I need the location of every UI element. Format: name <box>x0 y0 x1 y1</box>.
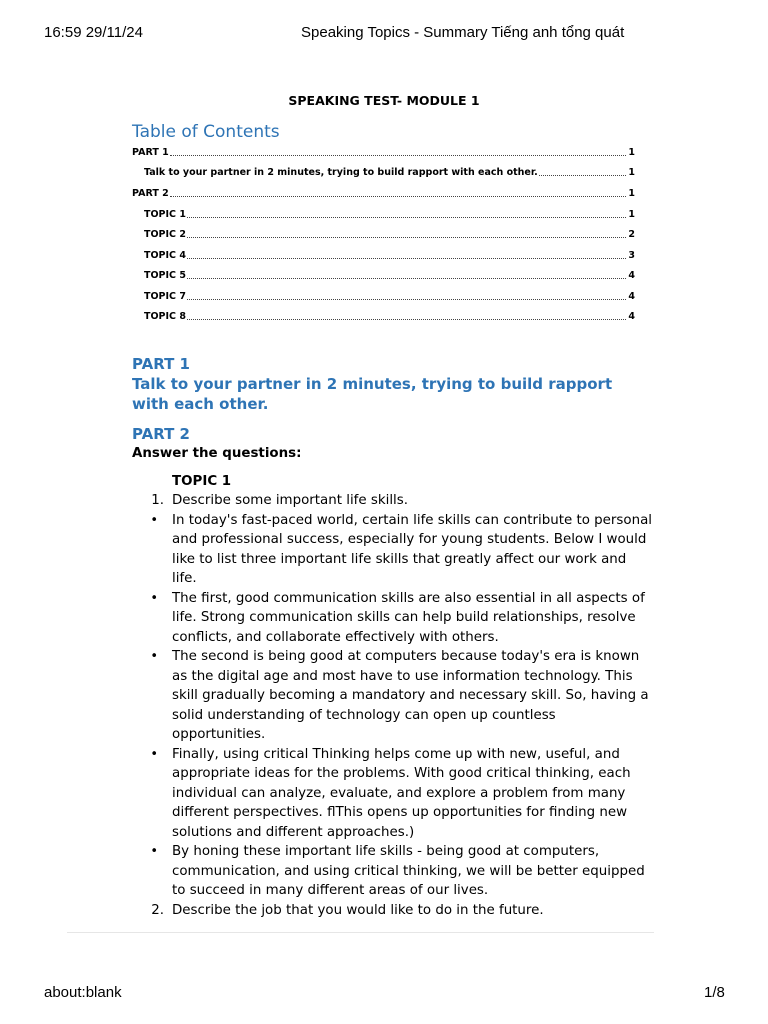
list-number: 1. <box>151 493 164 508</box>
toc-entry[interactable] <box>144 165 635 179</box>
list-item <box>132 745 652 843</box>
list-number: 2. <box>151 902 164 918</box>
bullet-icon: • <box>150 512 158 528</box>
toc-entry[interactable] <box>144 227 635 241</box>
toc-leader <box>170 155 627 156</box>
toc-entry[interactable] <box>144 207 635 221</box>
bullet-icon: • <box>150 844 158 859</box>
list-item <box>132 511 652 589</box>
toc-entry-page: 3 <box>628 250 635 261</box>
toc-heading: Table of Contents <box>132 122 280 142</box>
list-item-text: Finally, using critical Thinking helps come up with new, useful, and appropriate ideas for the problems. With good critical thinking, each individual can analyze, evaluate, and explore a problem from many different perspectives. ﬂThis opens up opportunities for finding new solutions and different approaches.) <box>172 746 631 840</box>
toc-entry-page: 4 <box>628 291 635 302</box>
toc-entry-label: Talk to your partner in 2 minutes, trying to build rapport with each other. <box>144 167 538 178</box>
list-item-text: In today's fast-paced world, certain life skills can contribute to personal and professional success, especially for young students. Below I would like to list three important life skills that greatly affect our work and life. <box>172 512 652 586</box>
toc-entry-page: 4 <box>628 270 635 281</box>
print-datetime: 16:59 29/11/24 <box>44 24 143 41</box>
list-item-text: The second is being good at computers because today's era is known as the digital age and most have to use information technology. This skill gradually becoming a mandatory and necessary skill. So, having a solid understanding of technology can open up countless opportunities. <box>172 649 649 742</box>
list-item <box>132 589 652 648</box>
list-item <box>132 647 652 745</box>
toc-entry-label: TOPIC 1 <box>144 209 186 220</box>
part2-heading: PART 2 <box>132 425 190 443</box>
bullet-icon: • <box>150 649 158 664</box>
toc-leader <box>187 217 626 218</box>
list-item <box>132 901 652 921</box>
toc-leader <box>187 299 626 300</box>
topic-label: TOPIC 1 <box>172 474 232 489</box>
print-page-title: Speaking Topics - Summary Tiếng anh tổng quát <box>301 24 625 41</box>
toc-entry-label: TOPIC 8 <box>144 311 186 322</box>
part2-intro: Answer the questions: <box>132 446 302 461</box>
list-item <box>132 842 652 901</box>
list-item <box>132 491 652 511</box>
toc-entry-label: TOPIC 4 <box>144 250 186 261</box>
toc-leader <box>187 319 626 320</box>
document-title: SPEAKING TEST- MODULE 1 <box>288 93 480 108</box>
toc-leader <box>539 175 627 176</box>
toc-entry[interactable] <box>132 186 635 200</box>
part1-heading: PART 1 <box>132 355 190 373</box>
toc-entry[interactable] <box>144 309 635 323</box>
bullet-icon: • <box>150 590 158 606</box>
toc-entry-label: TOPIC 7 <box>144 291 186 302</box>
toc-entry-page: 1 <box>628 147 635 158</box>
toc-entry-page: 1 <box>628 209 635 220</box>
toc-entry[interactable] <box>144 289 635 303</box>
toc-leader <box>187 258 626 259</box>
toc-leader <box>170 196 627 197</box>
toc-entry[interactable] <box>144 268 635 282</box>
list-item-text: By honing these important life skills - being good at computers, communication, and using critical thinking, we will be better equipped to succeed in many different areas of our lives. <box>172 844 645 898</box>
toc-leader <box>187 237 626 238</box>
toc-entry-label: TOPIC 5 <box>144 270 186 281</box>
toc-entry-page: 1 <box>628 167 635 178</box>
print-page-indicator: 1/8 <box>704 984 725 1001</box>
toc-entry-page: 4 <box>628 311 635 322</box>
part1-subheading: Talk to your partner in 2 minutes, trying to build rapport with each other. <box>132 375 613 413</box>
list-item-text: Describe the job that you would like to do in the future. <box>172 902 544 918</box>
toc-entry-label: PART 1 <box>132 147 169 158</box>
toc-entry-label: PART 2 <box>132 188 169 199</box>
bullet-icon: • <box>150 746 158 762</box>
page-divider <box>67 932 654 933</box>
print-url: about:blank <box>44 984 122 1001</box>
topic-1-list <box>132 491 652 920</box>
toc-entry-page: 1 <box>628 188 635 199</box>
toc-entry[interactable] <box>132 145 635 159</box>
toc-entry-label: TOPIC 2 <box>144 229 186 240</box>
list-item-text: Describe some important life skills. <box>172 493 409 508</box>
toc-entry-page: 2 <box>628 229 635 240</box>
toc-leader <box>187 278 626 279</box>
list-item-text: The first, good communication skills are also essential in all aspects of life. Strong communication skills can help build relationships, resolve conflicts, and collaborate effectively with others. <box>172 590 645 645</box>
toc-entry[interactable] <box>144 248 635 262</box>
